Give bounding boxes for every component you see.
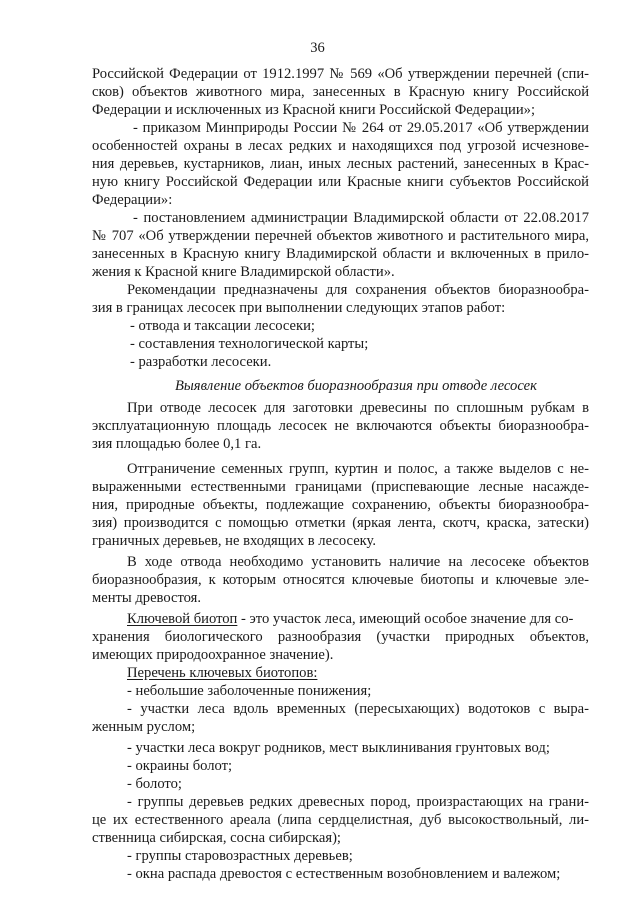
- text-line: - приказом Минприроды России № 264 от 29.05.2017 «Об утверждении: [133, 120, 589, 136]
- text-line: Федерации и исключенных из Красной книги Российской Федерации»;: [92, 102, 535, 118]
- page-number: 36: [310, 40, 325, 56]
- text-line: имеющих природоохранное значение).: [92, 647, 334, 663]
- text-line: зия) производится с помощью отметки (яркая лента, скотч, краска, затески): [92, 515, 589, 531]
- list-item: - участки леса вдоль временных (пересыхающих) водотоков с выра-: [127, 701, 589, 717]
- key-biotope-term: Ключевой биотоп: [127, 611, 238, 627]
- text-line: При отводе лесосек для заготовки древесины по сплошным рубкам в: [127, 400, 589, 416]
- list-item: - группы старовозрастных деревьев;: [127, 848, 353, 864]
- text-line: граничных деревьев, не входящих в лесосеку.: [92, 533, 377, 549]
- text-line: женным руслом;: [92, 719, 196, 735]
- list-item: - небольшие заболоченные понижения;: [127, 683, 372, 699]
- text-line: эксплуатационную площадь лесосек не включаются объекты биоразнообра-: [92, 418, 589, 434]
- text-line: менты древостоя.: [92, 590, 202, 606]
- list-item: - участки леса вокруг родников, мест выклинивания грунтовых вод;: [127, 740, 550, 756]
- text-line: ния, природные объекты, подлежащие сохранению, объекты биоразнообра-: [92, 497, 589, 513]
- text-line: зия в границах лесосек при выполнении следующих этапов работ:: [92, 300, 506, 316]
- text-line: Рекомендации предназначены для сохранения объектов биоразнообра-: [127, 282, 589, 298]
- text-line: ния деревьев, кустарников, лиан, иных лесных растений, занесенных в Крас-: [92, 156, 589, 172]
- text-line: выраженными естественными границами (приспевающие лесные насажде-: [92, 479, 589, 495]
- definition-line: [127, 610, 589, 628]
- text-line: Российской Федерации от 1912.1997 № 569 «Об утверждении перечней (спи-: [92, 66, 589, 82]
- list-item: - окна распада древостоя с естественным возобновлением и валежом;: [127, 866, 561, 882]
- list-item: - группы деревьев редких древесных пород, произрастающих на грани-: [127, 794, 589, 810]
- text-line: це их естественного ареала (липа сердцелистная, дуб высокоствольный, ли-: [92, 812, 589, 828]
- text-line: Федерации»:: [92, 192, 173, 208]
- list-heading: Перечень ключевых биотопов:: [127, 665, 318, 681]
- list-item: - болото;: [127, 776, 182, 792]
- list-item: - отвода и таксации лесосеки;: [130, 318, 315, 334]
- text-line: ную книгу Российской Федерации или Красные книги субъектов Российской: [92, 174, 589, 190]
- text-line: Отграничение семенных групп, куртин и полос, а также выделов с не-: [127, 461, 589, 477]
- list-item: - окраины болот;: [127, 758, 233, 774]
- text-line: - постановлением администрации Владимирской области от 22.08.2017: [133, 210, 589, 226]
- text-line: зия площадью более 0,1 га.: [92, 436, 262, 452]
- text-line: В ходе отвода необходимо установить наличие на лесосеке объектов: [127, 554, 589, 570]
- text-line: хранения биологического разнообразия (участки природных объектов,: [92, 629, 589, 645]
- definition-text: - это участок леса, имеющий особое значение для со-: [237, 611, 574, 627]
- text-line: особенностей охраны в лесах редких и находящихся под угрозой исчезнове-: [92, 138, 589, 154]
- text-line: № 707 «Об утверждении перечней объектов животного и растительного мира,: [92, 228, 589, 244]
- list-item: - составления технологической карты;: [130, 336, 369, 352]
- section-heading: Выявление объектов биоразнообразия при отводе лесосек: [175, 378, 537, 394]
- text-line: ственница сибирская, сосна сибирская);: [92, 830, 341, 846]
- text-line: занесенных в Красную книгу Владимирской области и включенных в прило-: [92, 246, 589, 262]
- text-line: жения к Красной книге Владимирской области».: [92, 264, 395, 280]
- text-line: биоразнообразия, к которым относятся ключевые биотопы и ключевые эле-: [92, 572, 589, 588]
- list-item: - разработки лесосеки.: [130, 354, 272, 370]
- text-line: сков) объектов животного мира, занесенных в Красную книгу Российской: [92, 84, 589, 100]
